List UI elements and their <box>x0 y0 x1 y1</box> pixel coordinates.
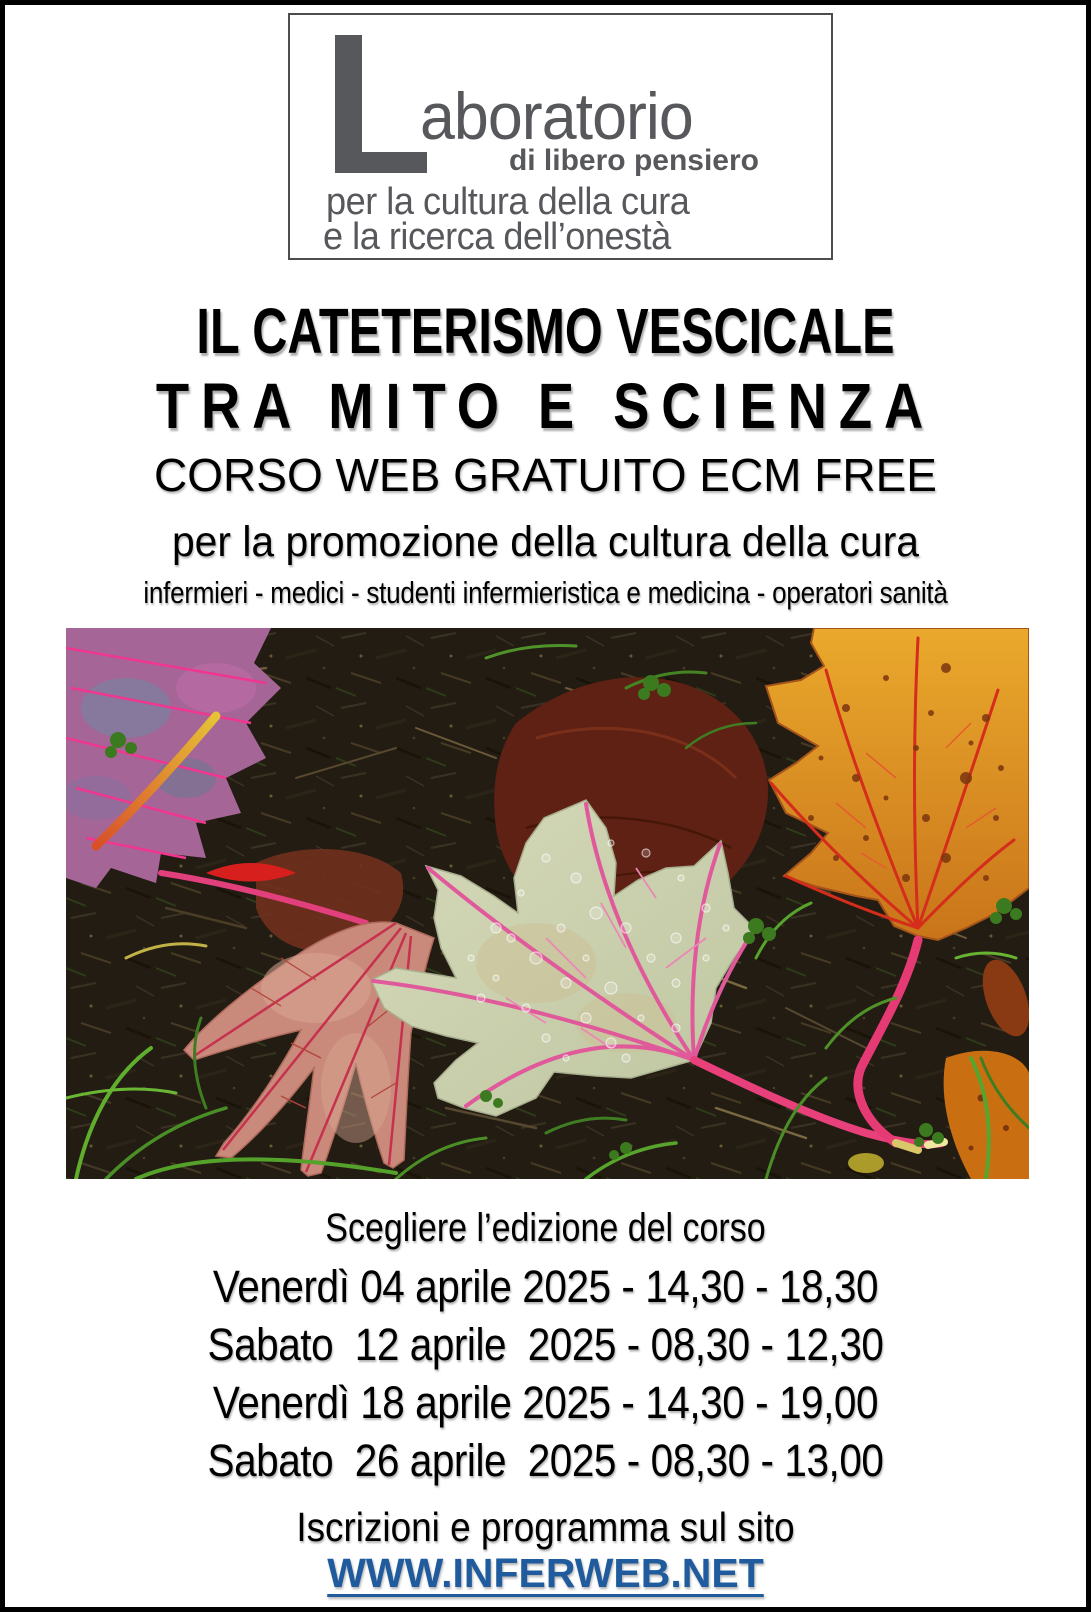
audience-line: infermieri - medici - studenti infermieristica e medicina - operatori sanità <box>143 575 948 610</box>
edition-1: Venerdì 04 aprile 2025 - 14,30 - 18,30 <box>212 1261 879 1312</box>
logo-tagline-2: per la cultura della cura <box>326 181 690 223</box>
title-line-2: TRA MITO E SCIENZA <box>155 370 936 442</box>
logo-tagline-3: e la ricerca dell’onestà <box>323 216 671 258</box>
logo-box <box>288 13 833 260</box>
title-line-1: IL CATETERISMO VESCICALE <box>196 295 895 367</box>
subtitle-purpose: per la promozione della cultura della cura <box>171 518 920 566</box>
edition-3: Venerdì 18 aprile 2025 - 14,30 - 19,00 <box>212 1377 879 1428</box>
leaves-photo <box>66 628 1029 1179</box>
edition-2: Sabato 12 aprile 2025 - 08,30 - 12,30 <box>207 1319 884 1370</box>
schedule-intro: Scegliere l’edizione del corso <box>325 1206 766 1250</box>
edition-4: Sabato 26 aprile 2025 - 08,30 - 13,00 <box>207 1435 884 1486</box>
footer-info: Iscrizioni e programma sul sito <box>296 1504 795 1550</box>
logo-tagline-1: di libero pensiero <box>508 144 759 177</box>
website-link[interactable]: WWW.INFERWEB.NET <box>327 1550 764 1596</box>
subtitle-course-type: CORSO WEB GRATUITO ECM FREE <box>154 449 937 501</box>
logo-brand-rest: aboratorio <box>420 79 693 153</box>
